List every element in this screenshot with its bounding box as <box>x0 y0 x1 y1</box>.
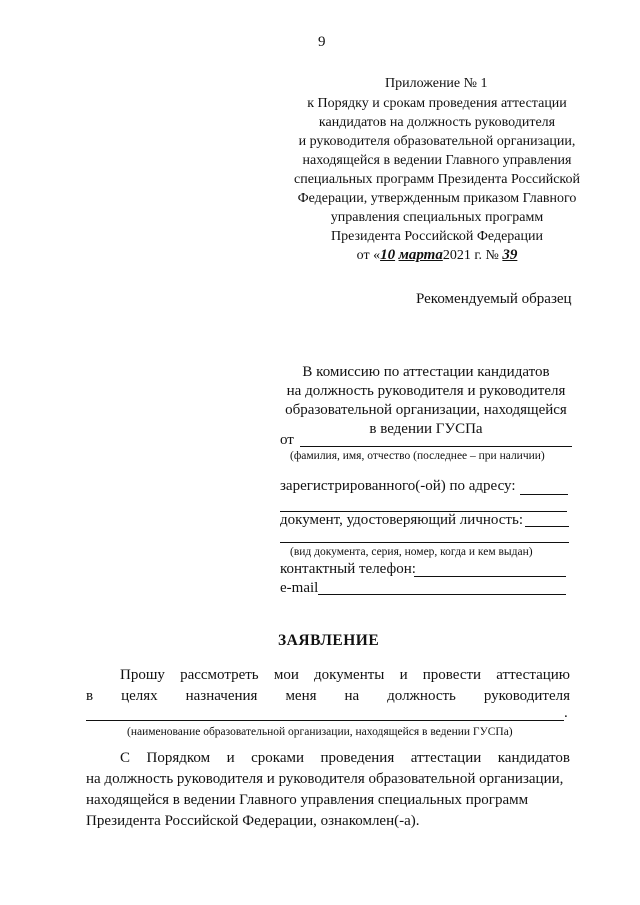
word: провести <box>422 667 482 683</box>
email-field[interactable] <box>318 594 566 595</box>
statement-line-1 <box>120 667 570 684</box>
word: назначения <box>185 688 258 704</box>
statement-line-2 <box>86 688 570 705</box>
commission-address-block <box>276 363 576 439</box>
word: руководителя <box>483 688 570 704</box>
appendix-line: к Порядку и срокам проведения аттестации <box>307 96 567 111</box>
word: Порядком <box>146 750 211 766</box>
organization-name-field[interactable] <box>86 720 564 721</box>
appendix-line: Президента Российской Федерации <box>331 229 543 244</box>
phone-field[interactable] <box>414 576 566 577</box>
date-day: 10 <box>380 247 396 263</box>
date-prefix: от « <box>356 248 381 263</box>
appendix-block <box>272 94 602 265</box>
word: аттестацию <box>496 667 570 683</box>
familiarization-line-1 <box>120 750 570 767</box>
appendix-date-line <box>272 246 602 265</box>
word: целях <box>121 688 158 704</box>
address-field[interactable] <box>520 494 568 495</box>
statement-title: ЗАЯВЛЕНИЕ <box>278 632 380 649</box>
familiarization-line-2: на должность руководителя и руководителя образовательной организации, <box>86 771 564 787</box>
order-number: 39 <box>502 247 518 263</box>
id-document-label: документ, удостоверяющий личность: <box>280 512 523 528</box>
word: мои <box>273 667 299 683</box>
commission-line: на должность руководителя и руководителя <box>286 383 566 399</box>
appendix-title: Приложение № 1 <box>385 76 488 91</box>
word: рассмотреть <box>180 667 259 683</box>
appendix-line: находящейся в ведении Главного управления <box>302 153 572 168</box>
organization-field-end: . <box>564 705 568 721</box>
address-label: зарегистрированного(-ой) по адресу: <box>280 478 516 494</box>
word: С <box>120 750 131 766</box>
commission-line: В комиссию по аттестации кандидатов <box>302 364 550 380</box>
commission-line: в ведении ГУСПа <box>369 421 483 437</box>
familiarization-line-3: находящейся в ведении Главного управления специальных программ <box>86 792 529 808</box>
word: и <box>226 750 235 766</box>
id-document-field[interactable] <box>525 526 569 527</box>
email-label: e-mail <box>280 580 319 596</box>
recommended-sample: Рекомендуемый образец <box>416 291 572 307</box>
appendix-line: и руководителя образовательной организации, <box>298 134 576 149</box>
appendix-line: специальных программ Президента Российской <box>293 172 581 187</box>
appendix-line: Федерации, утвержденным приказом Главного <box>297 191 577 206</box>
from-label: от <box>280 432 294 448</box>
date-month: марта <box>398 247 443 263</box>
fio-hint: (фамилия, имя, отчество (последнее – при наличии) <box>290 450 545 462</box>
word: на <box>344 688 360 704</box>
date-year: 2021 г. № <box>442 248 499 263</box>
word: и <box>399 667 408 683</box>
word: в <box>86 688 94 704</box>
id-document-field-line2[interactable] <box>280 542 569 543</box>
word: проведения <box>320 750 395 766</box>
fio-field[interactable] <box>300 446 572 447</box>
id-document-hint: (вид документа, серия, номер, когда и кем выдан) <box>290 546 533 558</box>
appendix-line: кандидатов на должность руководителя <box>318 115 556 130</box>
word: меня <box>285 688 317 704</box>
word: сроками <box>251 750 305 766</box>
word: кандидатов <box>497 750 570 766</box>
organization-name-hint: (наименование образовательной организации, находящейся в ведении ГУСПа) <box>127 726 513 738</box>
phone-label: контактный телефон: <box>280 561 416 577</box>
word: аттестации <box>410 750 482 766</box>
page-number: 9 <box>318 34 326 50</box>
word: должность <box>387 688 456 704</box>
familiarization-line-4: Президента Российской Федерации, ознакомлен(-а). <box>86 813 420 829</box>
word: документы <box>314 667 385 683</box>
appendix-line: управления специальных программ <box>330 210 544 225</box>
commission-line: образовательной организации, находящейся <box>285 402 567 418</box>
word: Прошу <box>120 667 165 683</box>
